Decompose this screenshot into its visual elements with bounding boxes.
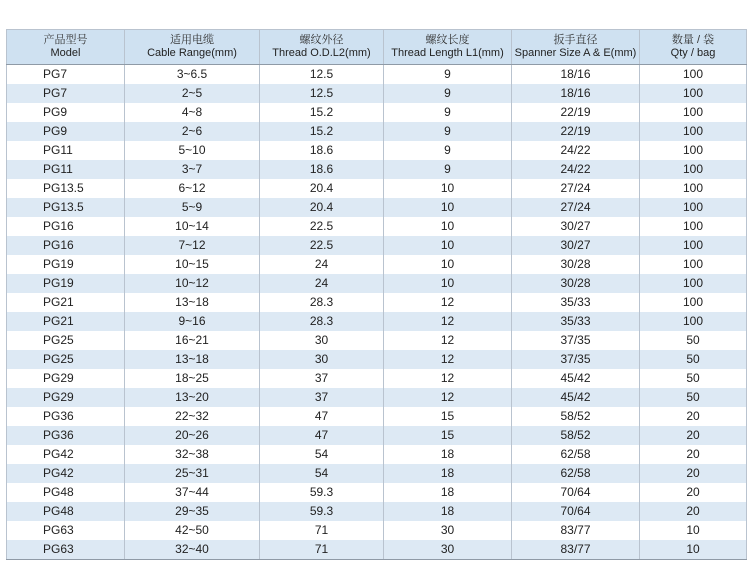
cell-model: PG13.5 <box>7 198 125 217</box>
cell-qty-bag: 100 <box>640 198 747 217</box>
cell-spanner-size: 30/28 <box>512 274 640 293</box>
header-cn: 螺纹外径 <box>299 34 344 46</box>
cell-thread-od: 18.6 <box>260 141 384 160</box>
cell-thread-od: 20.4 <box>260 179 384 198</box>
table-row <box>7 141 747 160</box>
cell-model: PG16 <box>7 217 125 236</box>
cell-cable-range: 13~20 <box>125 388 260 407</box>
header-model <box>7 30 125 65</box>
cell-qty-bag: 100 <box>640 141 747 160</box>
cell-model: PG13.5 <box>7 179 125 198</box>
header-cn: 适用电缆 <box>170 34 214 46</box>
cell-spanner-size: 37/35 <box>512 350 640 369</box>
cell-spanner-size: 35/33 <box>512 293 640 312</box>
table-row <box>7 350 747 369</box>
cell-thread-length: 18 <box>384 464 512 483</box>
cell-thread-od: 30 <box>260 331 384 350</box>
cell-model: PG29 <box>7 369 125 388</box>
cell-thread-length: 18 <box>384 483 512 502</box>
cell-spanner-size: 18/16 <box>512 84 640 103</box>
cell-model: PG36 <box>7 407 125 426</box>
cell-cable-range: 10~15 <box>125 255 260 274</box>
header-row <box>7 30 747 65</box>
cell-model: PG42 <box>7 445 125 464</box>
cell-cable-range: 5~9 <box>125 198 260 217</box>
cell-model: PG48 <box>7 502 125 521</box>
cell-qty-bag: 100 <box>640 160 747 179</box>
cell-thread-length: 18 <box>384 445 512 464</box>
table-row <box>7 217 747 236</box>
cell-qty-bag: 100 <box>640 103 747 122</box>
cell-spanner-size: 58/52 <box>512 426 640 445</box>
cell-model: PG9 <box>7 122 125 141</box>
cell-qty-bag: 100 <box>640 84 747 103</box>
table-row <box>7 540 747 560</box>
cell-spanner-size: 37/35 <box>512 331 640 350</box>
cell-thread-length: 12 <box>384 312 512 331</box>
table-row <box>7 464 747 483</box>
cell-thread-od: 71 <box>260 540 384 560</box>
table-row <box>7 103 747 122</box>
cell-thread-length: 9 <box>384 65 512 85</box>
cell-thread-od: 30 <box>260 350 384 369</box>
cell-cable-range: 13~18 <box>125 293 260 312</box>
cell-thread-od: 12.5 <box>260 84 384 103</box>
cell-thread-od: 54 <box>260 464 384 483</box>
cell-model: PG9 <box>7 103 125 122</box>
cell-cable-range: 9~16 <box>125 312 260 331</box>
cell-cable-range: 3~7 <box>125 160 260 179</box>
cell-cable-range: 2~6 <box>125 122 260 141</box>
table-row <box>7 445 747 464</box>
cell-thread-od: 18.6 <box>260 160 384 179</box>
header-en: Model <box>50 47 81 59</box>
cell-model: PG63 <box>7 540 125 560</box>
table-row <box>7 160 747 179</box>
cell-thread-length: 10 <box>384 179 512 198</box>
table-row <box>7 483 747 502</box>
cell-thread-length: 9 <box>384 122 512 141</box>
cell-qty-bag: 100 <box>640 217 747 236</box>
cell-model: PG11 <box>7 141 125 160</box>
table-row <box>7 502 747 521</box>
cell-thread-length: 18 <box>384 502 512 521</box>
cell-spanner-size: 70/64 <box>512 483 640 502</box>
cell-thread-od: 47 <box>260 407 384 426</box>
cell-model: PG7 <box>7 84 125 103</box>
cell-spanner-size: 22/19 <box>512 122 640 141</box>
header-en: Cable Range(mm) <box>147 47 237 59</box>
cell-thread-od: 37 <box>260 369 384 388</box>
table-row <box>7 426 747 445</box>
header-thread-od <box>260 30 384 65</box>
cell-spanner-size: 27/24 <box>512 179 640 198</box>
table-row <box>7 122 747 141</box>
cell-thread-od: 12.5 <box>260 65 384 85</box>
table-row <box>7 255 747 274</box>
cell-thread-length: 12 <box>384 293 512 312</box>
cell-thread-length: 10 <box>384 217 512 236</box>
table-body <box>7 65 747 560</box>
cell-qty-bag: 100 <box>640 122 747 141</box>
cell-thread-length: 30 <box>384 540 512 560</box>
cell-qty-bag: 20 <box>640 445 747 464</box>
cell-spanner-size: 45/42 <box>512 369 640 388</box>
cell-cable-range: 22~32 <box>125 407 260 426</box>
cell-thread-length: 9 <box>384 141 512 160</box>
cell-model: PG11 <box>7 160 125 179</box>
cell-qty-bag: 20 <box>640 502 747 521</box>
cell-spanner-size: 30/27 <box>512 236 640 255</box>
cell-model: PG21 <box>7 312 125 331</box>
cell-qty-bag: 20 <box>640 464 747 483</box>
cell-qty-bag: 10 <box>640 540 747 560</box>
cell-thread-length: 10 <box>384 274 512 293</box>
cell-cable-range: 3~6.5 <box>125 65 260 85</box>
cell-spanner-size: 18/16 <box>512 65 640 85</box>
cell-thread-od: 28.3 <box>260 312 384 331</box>
header-en: Spanner Size A & E(mm) <box>514 47 637 59</box>
cell-thread-length: 12 <box>384 350 512 369</box>
cell-spanner-size: 70/64 <box>512 502 640 521</box>
table-row <box>7 65 747 85</box>
header-cn: 螺纹长度 <box>425 34 470 46</box>
cable-gland-spec-table <box>6 29 747 560</box>
cell-qty-bag: 50 <box>640 369 747 388</box>
cell-thread-length: 15 <box>384 426 512 445</box>
cell-qty-bag: 100 <box>640 255 747 274</box>
cell-cable-range: 37~44 <box>125 483 260 502</box>
cell-thread-od: 47 <box>260 426 384 445</box>
cell-qty-bag: 100 <box>640 236 747 255</box>
cell-spanner-size: 27/24 <box>512 198 640 217</box>
header-thread-length <box>384 30 512 65</box>
cell-thread-length: 9 <box>384 103 512 122</box>
cell-qty-bag: 100 <box>640 293 747 312</box>
cell-cable-range: 2~5 <box>125 84 260 103</box>
cell-thread-length: 30 <box>384 521 512 540</box>
cell-qty-bag: 20 <box>640 407 747 426</box>
cell-thread-length: 9 <box>384 84 512 103</box>
cell-qty-bag: 20 <box>640 483 747 502</box>
cell-model: PG63 <box>7 521 125 540</box>
cell-model: PG16 <box>7 236 125 255</box>
cell-model: PG21 <box>7 293 125 312</box>
cell-thread-length: 10 <box>384 236 512 255</box>
header-en: Qty / bag <box>670 47 716 59</box>
cell-model: PG19 <box>7 255 125 274</box>
cell-model: PG36 <box>7 426 125 445</box>
cell-cable-range: 32~40 <box>125 540 260 560</box>
cell-thread-od: 15.2 <box>260 122 384 141</box>
cell-thread-length: 15 <box>384 407 512 426</box>
cell-qty-bag: 100 <box>640 179 747 198</box>
cell-thread-length: 10 <box>384 255 512 274</box>
cell-model: PG25 <box>7 350 125 369</box>
cell-model: PG7 <box>7 65 125 85</box>
cell-cable-range: 25~31 <box>125 464 260 483</box>
cell-thread-od: 54 <box>260 445 384 464</box>
header-en: Thread Length L1(mm) <box>391 47 504 59</box>
cell-spanner-size: 62/58 <box>512 464 640 483</box>
cell-thread-length: 9 <box>384 160 512 179</box>
cell-qty-bag: 100 <box>640 65 747 85</box>
cell-spanner-size: 58/52 <box>512 407 640 426</box>
cell-spanner-size: 45/42 <box>512 388 640 407</box>
cell-thread-od: 71 <box>260 521 384 540</box>
cell-qty-bag: 50 <box>640 388 747 407</box>
table-row <box>7 84 747 103</box>
cell-qty-bag: 100 <box>640 274 747 293</box>
cell-spanner-size: 24/22 <box>512 141 640 160</box>
cell-spanner-size: 83/77 <box>512 540 640 560</box>
table-row <box>7 331 747 350</box>
cell-thread-od: 24 <box>260 255 384 274</box>
cell-spanner-size: 24/22 <box>512 160 640 179</box>
cell-thread-length: 12 <box>384 331 512 350</box>
table-row <box>7 312 747 331</box>
cell-thread-od: 59.3 <box>260 502 384 521</box>
cell-cable-range: 4~8 <box>125 103 260 122</box>
cell-cable-range: 32~38 <box>125 445 260 464</box>
cell-qty-bag: 50 <box>640 331 747 350</box>
table-row <box>7 236 747 255</box>
header-en: Thread O.D.L2(mm) <box>272 47 371 59</box>
cell-qty-bag: 10 <box>640 521 747 540</box>
cell-cable-range: 16~21 <box>125 331 260 350</box>
cell-thread-od: 24 <box>260 274 384 293</box>
cell-thread-od: 28.3 <box>260 293 384 312</box>
cell-thread-length: 12 <box>384 369 512 388</box>
cell-spanner-size: 22/19 <box>512 103 640 122</box>
header-qty-bag <box>640 30 747 65</box>
cell-cable-range: 20~26 <box>125 426 260 445</box>
cell-spanner-size: 35/33 <box>512 312 640 331</box>
cell-qty-bag: 100 <box>640 312 747 331</box>
table-row <box>7 179 747 198</box>
cell-model: PG19 <box>7 274 125 293</box>
table-row <box>7 388 747 407</box>
table-row <box>7 521 747 540</box>
cell-qty-bag: 20 <box>640 426 747 445</box>
cell-cable-range: 10~12 <box>125 274 260 293</box>
spec-table-container <box>6 29 746 560</box>
cell-cable-range: 10~14 <box>125 217 260 236</box>
cell-model: PG42 <box>7 464 125 483</box>
table-row <box>7 407 747 426</box>
header-cn: 扳手直径 <box>553 34 598 46</box>
cell-thread-od: 37 <box>260 388 384 407</box>
table-row <box>7 274 747 293</box>
cell-qty-bag: 50 <box>640 350 747 369</box>
cell-cable-range: 5~10 <box>125 141 260 160</box>
header-cable-range <box>125 30 260 65</box>
cell-thread-length: 12 <box>384 388 512 407</box>
cell-thread-od: 20.4 <box>260 198 384 217</box>
cell-cable-range: 42~50 <box>125 521 260 540</box>
cell-spanner-size: 62/58 <box>512 445 640 464</box>
table-row <box>7 198 747 217</box>
table-row <box>7 293 747 312</box>
cell-thread-od: 22.5 <box>260 217 384 236</box>
header-spanner-size <box>512 30 640 65</box>
cell-model: PG29 <box>7 388 125 407</box>
header-cn: 数量 / 袋 <box>671 34 715 46</box>
cell-thread-od: 22.5 <box>260 236 384 255</box>
table-row <box>7 369 747 388</box>
cell-cable-range: 6~12 <box>125 179 260 198</box>
cell-model: PG25 <box>7 331 125 350</box>
cell-thread-od: 59.3 <box>260 483 384 502</box>
cell-model: PG48 <box>7 483 125 502</box>
cell-spanner-size: 30/27 <box>512 217 640 236</box>
cell-cable-range: 29~35 <box>125 502 260 521</box>
cell-spanner-size: 83/77 <box>512 521 640 540</box>
cell-cable-range: 7~12 <box>125 236 260 255</box>
cell-cable-range: 18~25 <box>125 369 260 388</box>
cell-thread-od: 15.2 <box>260 103 384 122</box>
header-cn: 产品型号 <box>43 34 88 46</box>
cell-spanner-size: 30/28 <box>512 255 640 274</box>
cell-cable-range: 13~18 <box>125 350 260 369</box>
cell-thread-length: 10 <box>384 198 512 217</box>
